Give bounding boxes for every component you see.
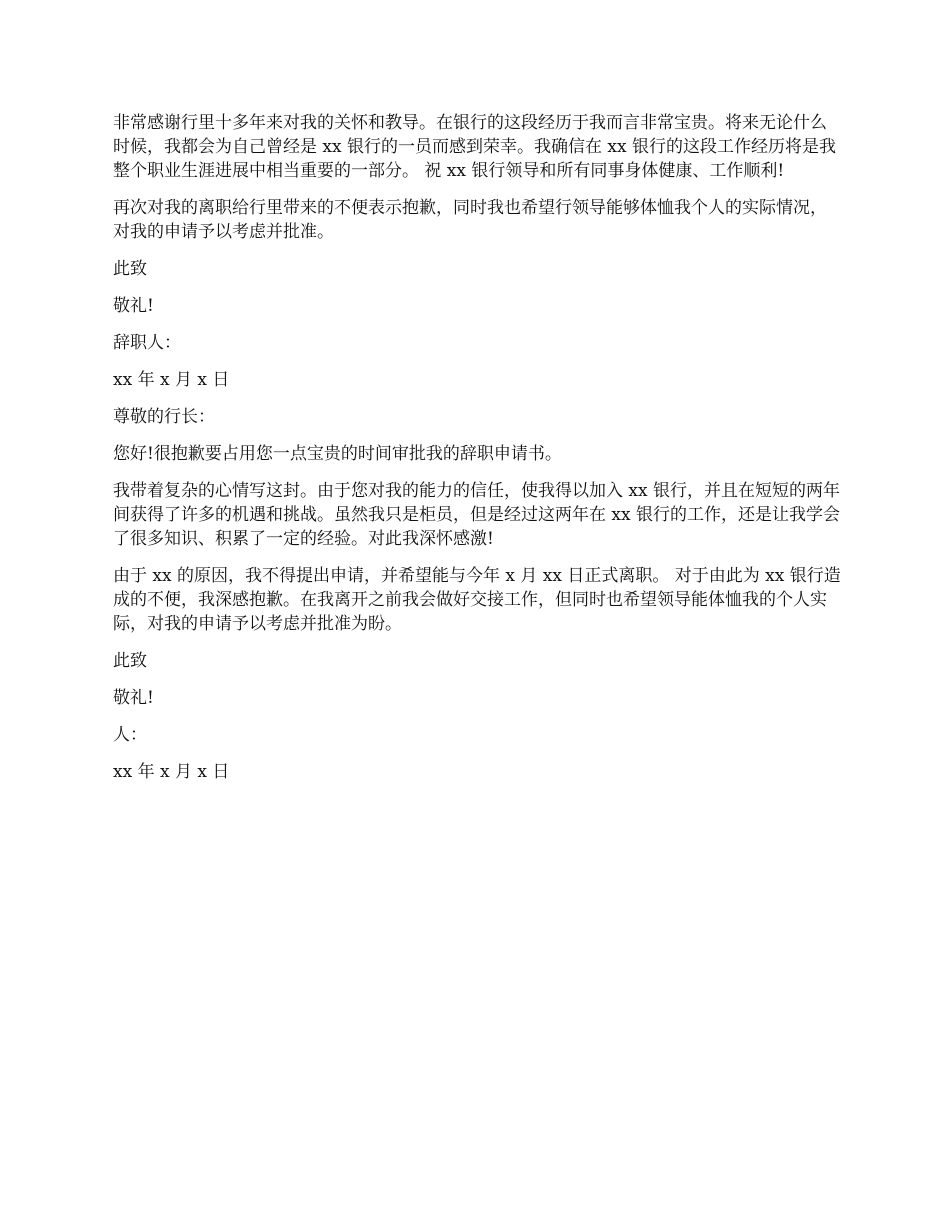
date-line: xx 年 x 月 x 日 bbox=[113, 370, 230, 390]
document-body bbox=[113, 111, 841, 797]
paragraph-feelings: 我带着复杂的心情写这封。由于您对我的能力的信任，使我得以加入 xx 银行，并且在短短的两年间获得了许多的机遇和挑战。虽然我只是柜员，但是经过这两年在 xx 银行的工作，还是让我学会了很多知识、积累了一定的经验。对此我深怀感激! bbox=[113, 481, 840, 549]
closing-regards: 敬礼! bbox=[113, 296, 154, 316]
paragraph-gratitude: 非常感谢行里十多年来对我的关怀和教导。在银行的这段经历于我而言非常宝贵。将来无论什么时候，我都会为自己曾经是 xx 银行的一员而感到荣幸。我确信在 xx 银行的这段工作经历将是我整个职业生涯进展中相当重要的一部分。 祝 xx 银行领导和所有同事身体健康、工作顺利! bbox=[113, 113, 836, 181]
paragraph-apology: 再次对我的离职给行里带来的不便表示抱歉，同时我也希望行领导能够体恤我个人的实际情况，对我的申请予以考虑并批准。 bbox=[113, 198, 827, 242]
closing-salutation: 此致 bbox=[113, 259, 147, 279]
paragraph-resignation-request: 由于 xx 的原因，我不得提出申请，并希望能与今年 x 月 xx 日正式离职。 对于由此为 xx 银行造成的不便，我深感抱歉。在我离开之前我会做好交接工作，但同时也希望领导能体恤我的个人实际，对我的申请予以考虑并批准为盼。 bbox=[113, 566, 841, 634]
signature-label: 辞职人： bbox=[113, 333, 181, 353]
date-line-2: xx 年 x 月 x 日 bbox=[113, 762, 230, 782]
paragraph-intro: 您好!很抱歉要占用您一点宝贵的时间审批我的辞职申请书。 bbox=[113, 444, 562, 464]
closing-salutation-2: 此致 bbox=[113, 651, 147, 671]
greeting-recipient: 尊敬的行长： bbox=[113, 407, 215, 427]
closing-regards-2: 敬礼! bbox=[113, 688, 154, 708]
signature-label-2: 人： bbox=[113, 725, 147, 745]
